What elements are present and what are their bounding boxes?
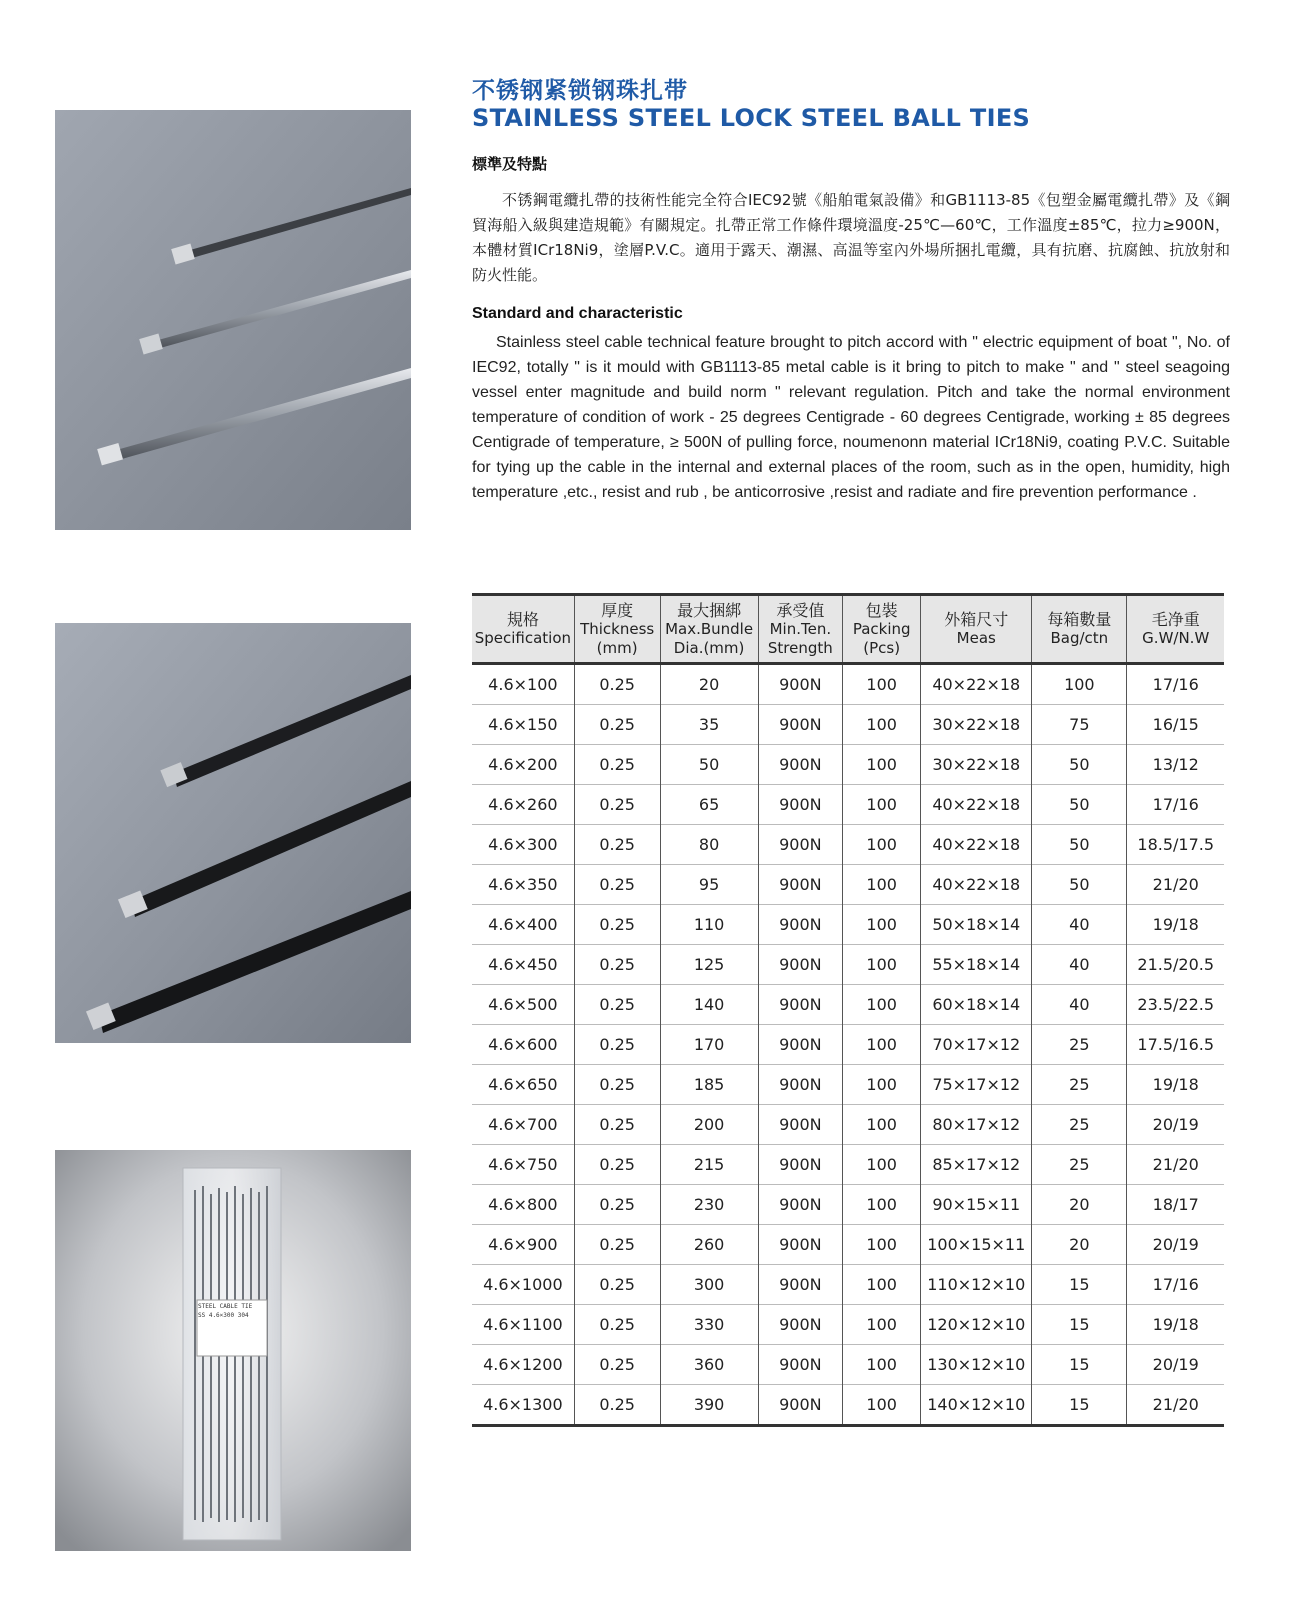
cell-min-strength: 900N — [758, 1025, 842, 1065]
cell-meas: 40×22×18 — [921, 865, 1032, 905]
table-row — [472, 705, 1224, 745]
cell-weight: 20/19 — [1127, 1105, 1224, 1145]
standards-heading-en: Standard and characteristic — [472, 305, 683, 322]
product-photo-packaged-ties — [55, 1150, 411, 1551]
cell-max-bundle: 260 — [660, 1225, 758, 1265]
cell-min-strength: 900N — [758, 945, 842, 985]
package-label-line2: SS 4.6×300 304 — [198, 1312, 249, 1319]
cell-specification: 4.6×1300 — [472, 1385, 574, 1426]
cell-specification: 4.6×200 — [472, 745, 574, 785]
cell-max-bundle: 170 — [660, 1025, 758, 1065]
cell-bag-ctn: 25 — [1032, 1065, 1127, 1105]
cell-thickness: 0.25 — [574, 1305, 660, 1345]
cell-max-bundle: 35 — [660, 705, 758, 745]
cell-weight: 20/19 — [1127, 1225, 1224, 1265]
cell-specification: 4.6×1100 — [472, 1305, 574, 1345]
cell-packing: 100 — [843, 825, 921, 865]
cell-packing: 100 — [843, 1025, 921, 1065]
table-row — [472, 1305, 1224, 1345]
cell-specification: 4.6×900 — [472, 1225, 574, 1265]
cell-meas: 60×18×14 — [921, 985, 1032, 1025]
cell-packing: 100 — [843, 865, 921, 905]
table-row — [472, 1025, 1224, 1065]
cell-meas: 90×15×11 — [921, 1185, 1032, 1225]
cell-meas: 100×15×11 — [921, 1225, 1032, 1265]
cell-min-strength: 900N — [758, 1185, 842, 1225]
cell-specification: 4.6×260 — [472, 785, 574, 825]
header-meas: 外箱尺寸 Meas — [921, 595, 1032, 664]
standards-body-en: Stainless steel cable technical feature brought to pitch accord with " electric equipment of boat ", No. of IEC92, totally " is it mould with GB1113-85 metal cable is it bring to pitch to make " and " steel seagoing vessel enter magnitude and build norm " relevant regulation. Pitch and take the normal environment temperature of condition of work - 25 degrees Centigrade - 60 degrees Centigrade, working ± 85 degrees Centigrade of temperature, ≥ 500N of pulling force, noumenonn material ICr18Ni9, coating P.V.C. Suitable for tying up the cable in the internal and external places of the room, such as in the open, humidity, high temperature ,etc., resist and rub , be anticorrosive ,resist and radiate and fire prevention performance . — [472, 334, 1230, 501]
cell-max-bundle: 360 — [660, 1345, 758, 1385]
cell-thickness: 0.25 — [574, 945, 660, 985]
cell-weight: 17.5/16.5 — [1127, 1025, 1224, 1065]
table-row — [472, 1345, 1224, 1385]
table-row — [472, 745, 1224, 785]
cell-min-strength: 900N — [758, 985, 842, 1025]
cell-weight: 21/20 — [1127, 1145, 1224, 1185]
cell-weight: 19/18 — [1127, 1305, 1224, 1345]
cell-weight: 18/17 — [1127, 1185, 1224, 1225]
cell-thickness: 0.25 — [574, 865, 660, 905]
cell-max-bundle: 140 — [660, 985, 758, 1025]
cell-max-bundle: 20 — [660, 664, 758, 705]
table-row — [472, 825, 1224, 865]
cell-max-bundle: 215 — [660, 1145, 758, 1185]
cell-bag-ctn: 20 — [1032, 1225, 1127, 1265]
cell-weight: 20/19 — [1127, 1345, 1224, 1385]
cell-bag-ctn: 40 — [1032, 985, 1127, 1025]
cell-specification: 4.6×300 — [472, 825, 574, 865]
cell-min-strength: 900N — [758, 664, 842, 705]
cell-meas: 130×12×10 — [921, 1345, 1032, 1385]
header-packing: 包裝 Packing (Pcs) — [843, 595, 921, 664]
table-row — [472, 1105, 1224, 1145]
cell-packing: 100 — [843, 945, 921, 985]
cell-weight: 19/18 — [1127, 905, 1224, 945]
header-min-strength: 承受值 Min.Ten. Strength — [758, 595, 842, 664]
cell-meas: 40×22×18 — [921, 825, 1032, 865]
cell-packing: 100 — [843, 1065, 921, 1105]
cell-min-strength: 900N — [758, 1305, 842, 1345]
cell-thickness: 0.25 — [574, 664, 660, 705]
cell-min-strength: 900N — [758, 1345, 842, 1385]
cell-meas: 50×18×14 — [921, 905, 1032, 945]
cell-specification: 4.6×700 — [472, 1105, 574, 1145]
cell-thickness: 0.25 — [574, 1105, 660, 1145]
cell-bag-ctn: 20 — [1032, 1185, 1127, 1225]
table-row — [472, 664, 1224, 705]
cell-weight: 21/20 — [1127, 865, 1224, 905]
cell-meas: 70×17×12 — [921, 1025, 1032, 1065]
cell-bag-ctn: 100 — [1032, 664, 1127, 705]
cell-specification: 4.6×600 — [472, 1025, 574, 1065]
cell-weight: 16/15 — [1127, 705, 1224, 745]
cell-max-bundle: 185 — [660, 1065, 758, 1105]
cell-packing: 100 — [843, 985, 921, 1025]
cell-weight: 17/16 — [1127, 664, 1224, 705]
cell-meas: 140×12×10 — [921, 1385, 1032, 1426]
table-row — [472, 1265, 1224, 1305]
cell-bag-ctn: 50 — [1032, 865, 1127, 905]
cell-thickness: 0.25 — [574, 1065, 660, 1105]
cell-packing: 100 — [843, 1105, 921, 1145]
cell-thickness: 0.25 — [574, 825, 660, 865]
cell-bag-ctn: 50 — [1032, 745, 1127, 785]
cell-packing: 100 — [843, 705, 921, 745]
cell-packing: 100 — [843, 1385, 921, 1426]
cell-meas: 80×17×12 — [921, 1105, 1032, 1145]
cell-bag-ctn: 40 — [1032, 945, 1127, 985]
cell-weight: 17/16 — [1127, 785, 1224, 825]
cell-packing: 100 — [843, 1225, 921, 1265]
cell-max-bundle: 330 — [660, 1305, 758, 1345]
cell-specification: 4.6×1200 — [472, 1345, 574, 1385]
package-label — [198, 1302, 266, 1320]
cell-weight: 21/20 — [1127, 1385, 1224, 1426]
cell-thickness: 0.25 — [574, 1345, 660, 1385]
table-row — [472, 1385, 1224, 1426]
packaged-ties-illustration — [55, 1150, 411, 1551]
cell-weight: 18.5/17.5 — [1127, 825, 1224, 865]
page-title-en: STAINLESS STEEL LOCK STEEL BALL TIES — [472, 104, 1031, 132]
cell-max-bundle: 65 — [660, 785, 758, 825]
coated-ties-illustration — [55, 623, 411, 1043]
cell-min-strength: 900N — [758, 1145, 842, 1185]
cell-thickness: 0.25 — [574, 1225, 660, 1265]
table-row — [472, 1185, 1224, 1225]
cell-specification: 4.6×400 — [472, 905, 574, 945]
cell-bag-ctn: 15 — [1032, 1265, 1127, 1305]
table-row — [472, 1065, 1224, 1105]
cell-packing: 100 — [843, 1185, 921, 1225]
cell-packing: 100 — [843, 1305, 921, 1345]
package-label-line1: STEEL CABLE TIE — [198, 1303, 253, 1310]
table-row — [472, 985, 1224, 1025]
product-photo-coated-ties — [55, 623, 411, 1043]
cell-weight: 13/12 — [1127, 745, 1224, 785]
cell-min-strength: 900N — [758, 1265, 842, 1305]
cell-max-bundle: 125 — [660, 945, 758, 985]
cell-meas: 40×22×18 — [921, 785, 1032, 825]
table-row — [472, 945, 1224, 985]
cell-meas: 30×22×18 — [921, 745, 1032, 785]
cell-max-bundle: 200 — [660, 1105, 758, 1145]
cell-specification: 4.6×650 — [472, 1065, 574, 1105]
cell-thickness: 0.25 — [574, 1025, 660, 1065]
cell-max-bundle: 50 — [660, 745, 758, 785]
page-title-cn: 不锈钢紧锁钢珠扎带 — [472, 78, 688, 104]
cell-specification: 4.6×450 — [472, 945, 574, 985]
cell-thickness: 0.25 — [574, 1385, 660, 1426]
cell-thickness: 0.25 — [574, 785, 660, 825]
cell-bag-ctn: 15 — [1032, 1385, 1127, 1426]
header-thickness: 厚度 Thickness (mm) — [574, 595, 660, 664]
cell-thickness: 0.25 — [574, 985, 660, 1025]
cell-thickness: 0.25 — [574, 705, 660, 745]
cell-packing: 100 — [843, 905, 921, 945]
cell-thickness: 0.25 — [574, 905, 660, 945]
cell-bag-ctn: 40 — [1032, 905, 1127, 945]
cell-packing: 100 — [843, 1345, 921, 1385]
cell-min-strength: 900N — [758, 865, 842, 905]
cell-thickness: 0.25 — [574, 1145, 660, 1185]
cell-min-strength: 900N — [758, 1385, 842, 1426]
cell-max-bundle: 95 — [660, 865, 758, 905]
cell-specification: 4.6×1000 — [472, 1265, 574, 1305]
cell-meas: 110×12×10 — [921, 1265, 1032, 1305]
cell-min-strength: 900N — [758, 745, 842, 785]
cell-max-bundle: 80 — [660, 825, 758, 865]
product-photo-stainless-ties — [55, 110, 411, 530]
cell-min-strength: 900N — [758, 785, 842, 825]
cell-max-bundle: 390 — [660, 1385, 758, 1426]
cell-specification: 4.6×100 — [488, 675, 558, 694]
header-bag-ctn: 每箱數量 Bag/ctn — [1032, 595, 1127, 664]
cell-meas: 120×12×10 — [921, 1305, 1032, 1345]
cell-packing: 100 — [843, 785, 921, 825]
cell-max-bundle: 230 — [660, 1185, 758, 1225]
table-row — [472, 865, 1224, 905]
cell-bag-ctn: 25 — [1032, 1105, 1127, 1145]
spec-table-body — [472, 664, 1224, 1426]
cell-min-strength: 900N — [758, 1065, 842, 1105]
cell-meas: 40×22×18 — [921, 664, 1032, 705]
spec-table-header-row — [472, 595, 1224, 664]
standards-heading-cn: 標準及特點 — [472, 155, 548, 173]
cell-bag-ctn: 25 — [1032, 1025, 1127, 1065]
cell-weight: 19/18 — [1127, 1065, 1224, 1105]
cell-bag-ctn: 75 — [1032, 705, 1127, 745]
table-row — [472, 1225, 1224, 1265]
cell-min-strength: 900N — [758, 905, 842, 945]
cell-bag-ctn: 50 — [1032, 825, 1127, 865]
cell-meas: 75×17×12 — [921, 1065, 1032, 1105]
cell-packing: 100 — [843, 1265, 921, 1305]
table-row — [472, 785, 1224, 825]
cell-specification: 4.6×150 — [472, 705, 574, 745]
cell-specification: 4.6×500 — [472, 985, 574, 1025]
cell-bag-ctn: 25 — [1032, 1145, 1127, 1185]
cell-packing: 100 — [843, 1145, 921, 1185]
header-max-bundle: 最大捆綁 Max.Bundle Dia.(mm) — [660, 595, 758, 664]
cell-bag-ctn: 15 — [1032, 1305, 1127, 1345]
table-row — [472, 905, 1224, 945]
cell-specification: 4.6×800 — [472, 1185, 574, 1225]
cell-min-strength: 900N — [758, 1225, 842, 1265]
stainless-ties-illustration — [55, 110, 411, 530]
cell-min-strength: 900N — [758, 1105, 842, 1145]
cell-weight: 23.5/22.5 — [1127, 985, 1224, 1025]
cell-specification: 4.6×750 — [472, 1145, 574, 1185]
cell-meas: 85×17×12 — [921, 1145, 1032, 1185]
header-weight: 毛净重 G.W/N.W — [1127, 595, 1224, 664]
cell-weight: 21.5/20.5 — [1127, 945, 1224, 985]
cell-meas: 55×18×14 — [921, 945, 1032, 985]
cell-packing: 100 — [843, 745, 921, 785]
cell-specification: 4.6×350 — [472, 865, 574, 905]
cell-min-strength: 900N — [758, 705, 842, 745]
cell-bag-ctn: 15 — [1032, 1345, 1127, 1385]
standards-body-cn: 不锈鋼電纜扎帶的技術性能完全符合IEC92號《船舶電氣設備》和GB1113-85《包塑金屬電纜扎帶》及《鋼貿海船入級與建造規範》有關規定。扎帶正常工作條件環境溫度-25℃—60℃，工作溫度±85℃，拉力≥900N，本體材質ICr18Ni9，塗層P.V.C。適用于露天、潮濕、高温等室內外場所捆扎電纜，具有抗磨、抗腐蝕、抗放射和防火性能。 — [472, 191, 1230, 284]
cell-weight: 17/16 — [1127, 1265, 1224, 1305]
cell-min-strength: 900N — [758, 825, 842, 865]
header-specification: 規格 Specification — [474, 610, 572, 647]
table-row — [472, 1145, 1224, 1185]
spec-table — [472, 593, 1224, 1427]
cell-thickness: 0.25 — [574, 1265, 660, 1305]
cell-packing: 100 — [843, 664, 921, 705]
cell-thickness: 0.25 — [574, 745, 660, 785]
cell-max-bundle: 110 — [660, 905, 758, 945]
cell-thickness: 0.25 — [574, 1185, 660, 1225]
cell-meas: 30×22×18 — [921, 705, 1032, 745]
cell-bag-ctn: 50 — [1032, 785, 1127, 825]
cell-max-bundle: 300 — [660, 1265, 758, 1305]
